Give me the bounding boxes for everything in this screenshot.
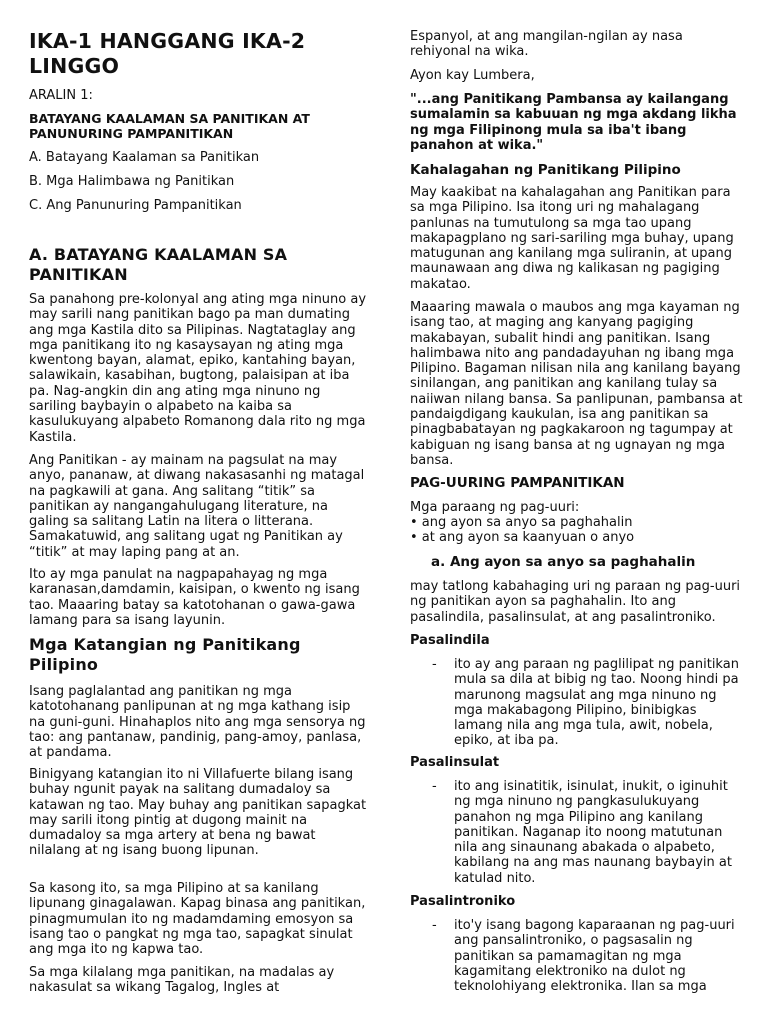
- lumbera-intro: Ayon kay Lumbera,: [410, 68, 535, 83]
- katangian-paragraph: Isang paglalantad ang panitikan ng mga katotohanang panlipunan at ng mga kathang isip na guni-guni. Hinahaplos nito ang mga sensorya ng tao: ang pantanaw, pandinig, pang-amoy, panlasa, at pandama.: [29, 684, 366, 761]
- continued-paragraph: Espanyol, at ang mangilan-ngilan ay nasa rehiyonal na wika.: [410, 29, 683, 60]
- anyo-paragraph: may tatlong kabahaging uri ng paraan ng pag-uuri ng panitikan ayon sa paghahalin. Ito ang pasalindila, pasalinsulat, at ang pasalintroniko.: [410, 579, 741, 625]
- lumbera-quote: "...ang Panitikang Pambansa ay kailangang sumalamin sa kabuuan ng mga akdang likha ng mga Filipinong mula sa iba't ibang panahon at wika.": [410, 92, 737, 153]
- pasalindila-item: [410, 657, 746, 749]
- kahalagahan-heading: Kahalagahan ng Panitikang Pilipino: [410, 162, 681, 178]
- section-a-paragraph: Ito ay mga panulat na nagpapahayag ng mga karanasan,damdamin, kaisipan, o kwento ng isang tao. Maaaring batay sa katotohanan o gawa-gawa lamang para sa isang layunin.: [29, 567, 360, 628]
- pasalinsulat-item: [410, 779, 746, 886]
- kahalagahan-paragraph: May kaakibat na kahalagahan ang Panitikan para sa mga Pilipino. Isa itong uri ng mahalagang panlunas na tumutulong sa mga tao upang makapagplano ng sari-sariling mga buhay, upang matugunan ang kanilang mga suliranin, at upang maunawaan ang diwa ng kalikasan ng pagiging makatao.: [410, 185, 734, 292]
- page-title: IKA-1 HANGGANG IKA-2 LINGGO: [29, 29, 306, 78]
- katangian-paragraph: Sa kasong ito, sa mga Pilipino at sa kanilang lipunang ginagalawan. Kapag binasa ang panitikan, pinagmumulan ito ng madamdaming emosyon sa isang tao o pangkat ng mga tao, sapagkat sinulat ang mga ito ng kapwa tao.: [29, 881, 366, 958]
- section-a-paragraph: Ang Panitikan - ay mainam na pagsulat na may anyo, pananaw, at diwang nakasasanhi ng matagal na pagkawili at gana. Ang salitang “titik” sa panitikan ay nangangahulugang literature, na galing sa salitang Latin na litera o litterana. Samakatuwid, ang salitang ugat ng Panitikan ay “titik” at may laping pang at an.: [29, 453, 365, 560]
- dash-marker: -: [432, 657, 437, 672]
- katangian-heading: Mga Katangian ng Panitikang Pilipino: [29, 635, 301, 674]
- dash-marker: -: [432, 779, 437, 794]
- paguuring-bullet: • at ang ayon sa kaanyuan o anyo: [410, 530, 635, 545]
- pasalintroniko-item: [410, 918, 746, 994]
- outline-item-c: C. Ang Panunuring Pampanitikan: [29, 198, 242, 213]
- pasalintroniko-text: ito'y isang bagong kaparaanan ng pag-uuri ang pansalintroniko, o pagsasalin ng panitikan sa pamamagitan ng mga kagamitang elektroniko na dulot ng teknolohiyang elektronika. Ilan sa mga: [454, 918, 735, 995]
- outline-item-a: A. Batayang Kaalaman sa Panitikan: [29, 150, 260, 165]
- paguuring-bullet: • ang ayon sa anyo sa paghahalin: [410, 515, 633, 530]
- dash-marker: -: [432, 918, 437, 933]
- section-a-paragraph: Sa panahong pre-kolonyal ang ating mga ninuno ay may sarili nang panitikan bago pa man dumating ang mga Kastila dito sa Pilipinas. Nagtataglay ang mga panitikang ito ng kasaysayan ng ating mga kwentong bayan, alamat, epiko, kantahing bayan, salawikain, kasabihan, bugtong, palaisipan at iba pa. Nag-angkin din ang ating mga ninuno ng sariling baybayin o alpabeto na kaiba sa kasulukuyang alpabeto Romanong dala rito ng mga Kastila.: [29, 292, 367, 445]
- section-a-heading: A. BATAYANG KAALAMAN SA PANITIKAN: [29, 245, 288, 284]
- lesson-label: ARALIN 1:: [29, 88, 93, 103]
- pasalintroniko-heading: Pasalintroniko: [410, 894, 516, 909]
- outline-item-b: B. Mga Halimbawa ng Panitikan: [29, 174, 235, 189]
- paguuring-intro: Mga paraang ng pag-uuri:: [410, 500, 580, 515]
- pasalinsulat-text: ito ang isinatitik, isinulat, inukit, o iginuhit ng mga ninuno ng pangkasulukuyang panahon ng mga Pilipino ang kanilang panitikan. Naganap ito noong matutunan nila ang sinaunang abakada o alpabeto, kabilang na ang mas naunang baybayin at katulad nito.: [454, 779, 732, 886]
- pasalinsulat-heading: Pasalinsulat: [410, 755, 500, 770]
- pasalindila-text: ito ay ang paraan ng paglilipat ng panitikan mula sa dila at bibig ng tao. Noong hindi pa marunong magsulat ang mga ninuno ng mga makabagong Pilipino, binibigkas lamang nila ang mga tula, awit, nobela, epiko, at iba pa.: [454, 657, 739, 749]
- katangian-paragraph: Binigyang katangian ito ni Villafuerte bilang isang buhay ngunit payak na salitang dumadaloy sa katawan ng tao. May buhay ang panitikan sapagkat may sarili itong pintig at dugong mainit na dumadaloy sa mga artery at bena ng bawat nilalang at ng isang buong lipunan.: [29, 767, 367, 859]
- pasalindila-heading: Pasalindila: [410, 633, 490, 648]
- lesson-title: BATAYANG KAALAMAN SA PANITIKAN AT PANUNURING PAMPANITIKAN: [29, 111, 310, 142]
- anyo-heading: a. Ang ayon sa anyo sa paghahalin: [431, 554, 696, 570]
- paguuring-heading: PAG-UURING PAMPANITIKAN: [410, 475, 625, 491]
- katangian-paragraph: Sa mga kilalang mga panitikan, na madalas ay nakasulat sa wikang Tagalog, Ingles at: [29, 965, 335, 996]
- kahalagahan-paragraph: Maaaring mawala o maubos ang mga kayaman ng isang tao, at maging ang kanyang pagiging makabayan, subalit hindi ang panitikan. Isang halimbawa nito ang pandadayuhan ng ibang mga Pilipino. Bagaman nilisan nila ang kanilang bayang sinilangan, ang panitikan ang kanilang tulay sa naiiwan nilang bansa. Sa panlipunan, pambansa at pandaigdigang kaukulan, isa ang panitikan sa pinagbabatayan ng pagkakaroon ng tagumpay at kabiguan ng isang bansa at ng ugnayan ng mga bansa.: [410, 300, 743, 468]
